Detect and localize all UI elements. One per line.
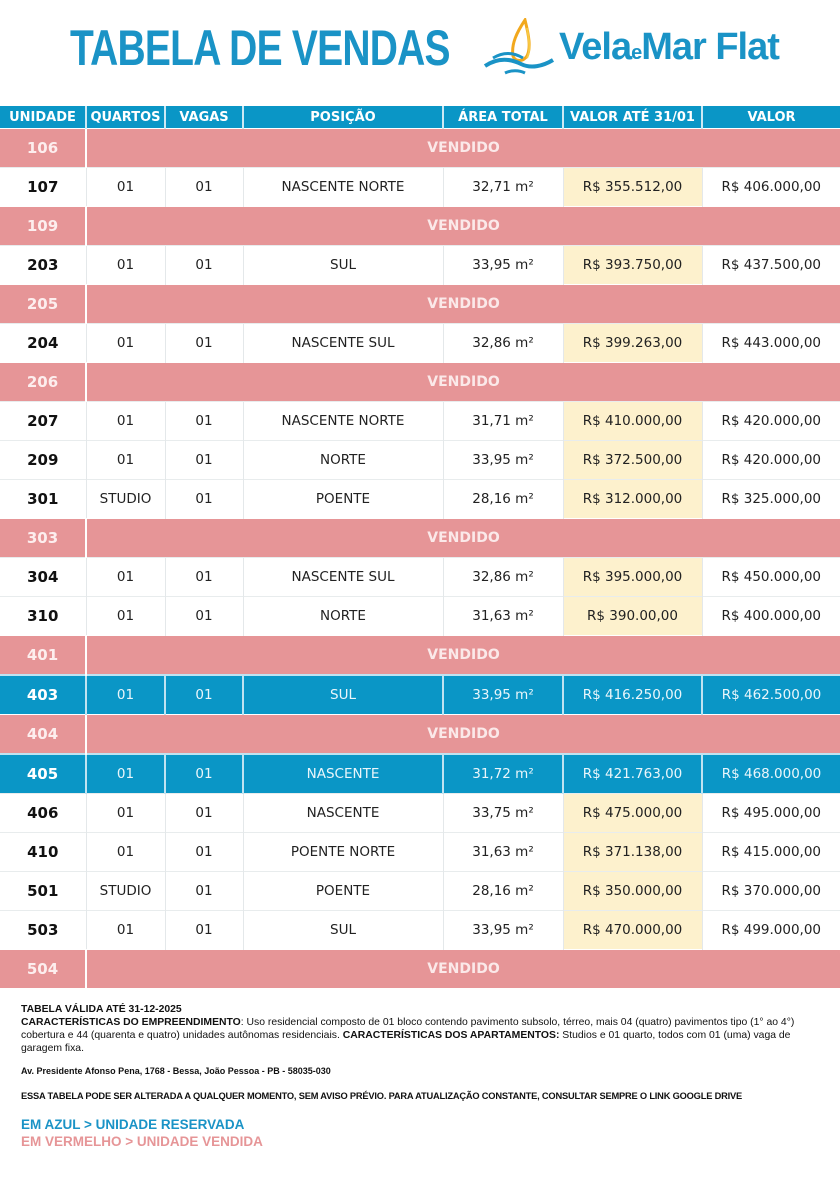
table-row-406 xyxy=(0,794,840,833)
cell-area: 32,71 m² xyxy=(443,168,563,207)
cell-quartos: 01 xyxy=(86,324,165,363)
table-row-204 xyxy=(0,324,840,363)
cell-unidade: 205 xyxy=(0,285,86,324)
cell-posicao: SUL xyxy=(243,911,443,950)
cell-area: 33,95 m² xyxy=(443,675,563,715)
cell-quartos: STUDIO xyxy=(86,872,165,911)
cell-posicao: SUL xyxy=(243,246,443,285)
table-row-504 xyxy=(0,950,840,989)
cell-unidade: 406 xyxy=(0,794,86,833)
col-header-vagas: VAGAS xyxy=(165,106,243,129)
cell-vagas: 01 xyxy=(165,168,243,207)
cell-vagas: 01 xyxy=(165,558,243,597)
cell-unidade: 106 xyxy=(0,129,86,168)
cell-unidade: 207 xyxy=(0,402,86,441)
table-row-303 xyxy=(0,519,840,558)
table-row-209 xyxy=(0,441,840,480)
cell-area: 33,75 m² xyxy=(443,794,563,833)
logo-wordmark: VelaeMar Flat xyxy=(559,26,779,68)
cell-unidade: 301 xyxy=(0,480,86,519)
col-header-area: ÁREA TOTAL xyxy=(443,106,563,129)
cell-valor: R$ 462.500,00 xyxy=(702,675,840,715)
sold-badge: VENDIDO xyxy=(86,285,840,324)
cell-area: 32,86 m² xyxy=(443,558,563,597)
col-header-quartos: QUARTOS xyxy=(86,106,165,129)
cell-quartos: 01 xyxy=(86,675,165,715)
cell-vagas: 01 xyxy=(165,675,243,715)
cell-unidade: 504 xyxy=(0,950,86,989)
cell-valor-ate: R$ 350.000,00 xyxy=(563,872,702,911)
cell-vagas: 01 xyxy=(165,911,243,950)
cell-posicao: NASCENTE xyxy=(243,754,443,794)
cell-posicao: POENTE xyxy=(243,872,443,911)
cell-unidade: 304 xyxy=(0,558,86,597)
cell-valor: R$ 499.000,00 xyxy=(702,911,840,950)
sold-badge: VENDIDO xyxy=(86,950,840,989)
cell-unidade: 403 xyxy=(0,675,86,715)
table-row-403 xyxy=(0,675,840,715)
cell-quartos: 01 xyxy=(86,911,165,950)
cell-quartos: 01 xyxy=(86,168,165,207)
notice-text: ESSA TABELA PODE SER ALTERADA A QUALQUER MOMENTO, SEM AVISO PRÉVIO. PARA ATUALIZAÇÃO CONSTANTE, CONSULTAR SEMPRE O LINK GOOGLE DRIVE xyxy=(21,1091,742,1101)
table-row-203 xyxy=(0,246,840,285)
cell-unidade: 310 xyxy=(0,597,86,636)
cell-area: 33,95 m² xyxy=(443,246,563,285)
table-body xyxy=(0,129,840,989)
col-header-valor: VALOR xyxy=(702,106,840,129)
cell-unidade: 204 xyxy=(0,324,86,363)
col-header-valor-ate: VALOR ATÉ 31/01 xyxy=(563,106,702,129)
cell-quartos: 01 xyxy=(86,794,165,833)
table-row-501 xyxy=(0,872,840,911)
cell-vagas: 01 xyxy=(165,441,243,480)
table-row-207 xyxy=(0,402,840,441)
cell-vagas: 01 xyxy=(165,402,243,441)
cell-area: 33,95 m² xyxy=(443,911,563,950)
cell-unidade: 107 xyxy=(0,168,86,207)
characteristics-text: CARACTERÍSTICAS DO EMPREENDIMENTO: Uso residencial composto de 01 bloco contendo pavimento subsolo, térreo, mais 04 (quatro) pavimentos tipo (1° ao 4°) cobertura e 44 (quarenta e quatro) unidades autônomas residenciais. CARACTERÍSTICAS DOS APARTAMENTOS: Studios e 01 quarto, todos com 01 (uma) vaga de garagem fixa. xyxy=(21,1017,795,1054)
table-row-107 xyxy=(0,168,840,207)
cell-quartos: 01 xyxy=(86,558,165,597)
cell-valor: R$ 406.000,00 xyxy=(702,168,840,207)
cell-posicao: NORTE xyxy=(243,441,443,480)
cell-valor-ate: R$ 355.512,00 xyxy=(563,168,702,207)
cell-valor: R$ 325.000,00 xyxy=(702,480,840,519)
cell-area: 28,16 m² xyxy=(443,872,563,911)
cell-area: 31,63 m² xyxy=(443,597,563,636)
cell-posicao: NASCENTE xyxy=(243,794,443,833)
cell-valor-ate: R$ 421.763,00 xyxy=(563,754,702,794)
cell-area: 31,63 m² xyxy=(443,833,563,872)
cell-posicao: SUL xyxy=(243,675,443,715)
validity-text: TABELA VÁLIDA ATÉ 31-12-2025 xyxy=(21,1004,182,1015)
table-row-106 xyxy=(0,129,840,168)
cell-valor-ate: R$ 470.000,00 xyxy=(563,911,702,950)
cell-posicao: NASCENTE NORTE xyxy=(243,168,443,207)
cell-vagas: 01 xyxy=(165,324,243,363)
cell-valor: R$ 443.000,00 xyxy=(702,324,840,363)
cell-valor-ate: R$ 410.000,00 xyxy=(563,402,702,441)
cell-vagas: 01 xyxy=(165,597,243,636)
cell-valor-ate: R$ 312.000,00 xyxy=(563,480,702,519)
cell-area: 32,86 m² xyxy=(443,324,563,363)
cell-valor-ate: R$ 399.263,00 xyxy=(563,324,702,363)
table-row-503 xyxy=(0,911,840,950)
cell-quartos: 01 xyxy=(86,754,165,794)
cell-valor: R$ 420.000,00 xyxy=(702,402,840,441)
cell-posicao: NORTE xyxy=(243,597,443,636)
cell-valor-ate: R$ 372.500,00 xyxy=(563,441,702,480)
cell-posicao: POENTE xyxy=(243,480,443,519)
cell-quartos: 01 xyxy=(86,597,165,636)
cell-posicao: NASCENTE SUL xyxy=(243,558,443,597)
table-row-109 xyxy=(0,207,840,246)
cell-unidade: 303 xyxy=(0,519,86,558)
table-row-310 xyxy=(0,597,840,636)
cell-vagas: 01 xyxy=(165,246,243,285)
table-row-401 xyxy=(0,636,840,676)
cell-unidade: 109 xyxy=(0,207,86,246)
cell-valor: R$ 495.000,00 xyxy=(702,794,840,833)
sold-badge: VENDIDO xyxy=(86,207,840,246)
address-text: Av. Presidente Afonso Pena, 1768 - Bessa, João Pessoa - PB - 58035-030 xyxy=(21,1066,331,1076)
cell-vagas: 01 xyxy=(165,872,243,911)
cell-vagas: 01 xyxy=(165,754,243,794)
cell-unidade: 401 xyxy=(0,636,86,676)
cell-posicao: POENTE NORTE xyxy=(243,833,443,872)
cell-unidade: 206 xyxy=(0,363,86,402)
sales-table xyxy=(0,106,840,988)
table-row-206 xyxy=(0,363,840,402)
table-row-304 xyxy=(0,558,840,597)
cell-vagas: 01 xyxy=(165,480,243,519)
cell-area: 31,71 m² xyxy=(443,402,563,441)
cell-unidade: 209 xyxy=(0,441,86,480)
cell-valor-ate: R$ 416.250,00 xyxy=(563,675,702,715)
legend-reserved: EM AZUL > UNIDADE RESERVADA xyxy=(21,1117,245,1132)
cell-valor: R$ 420.000,00 xyxy=(702,441,840,480)
cell-unidade: 203 xyxy=(0,246,86,285)
table-header-row xyxy=(0,106,840,129)
cell-vagas: 01 xyxy=(165,833,243,872)
legend-sold: EM VERMELHO > UNIDADE VENDIDA xyxy=(21,1134,263,1149)
table-row-410 xyxy=(0,833,840,872)
cell-valor: R$ 370.000,00 xyxy=(702,872,840,911)
cell-posicao: NASCENTE SUL xyxy=(243,324,443,363)
cell-area: 28,16 m² xyxy=(443,480,563,519)
sold-badge: VENDIDO xyxy=(86,519,840,558)
sold-badge: VENDIDO xyxy=(86,129,840,168)
cell-valor: R$ 437.500,00 xyxy=(702,246,840,285)
table-row-404 xyxy=(0,715,840,755)
cell-unidade: 503 xyxy=(0,911,86,950)
cell-valor-ate: R$ 390.00,00 xyxy=(563,597,702,636)
cell-quartos: STUDIO xyxy=(86,480,165,519)
cell-unidade: 405 xyxy=(0,754,86,794)
col-header-posicao: POSIÇÃO xyxy=(243,106,443,129)
cell-valor-ate: R$ 393.750,00 xyxy=(563,246,702,285)
cell-valor: R$ 400.000,00 xyxy=(702,597,840,636)
table-row-405 xyxy=(0,754,840,794)
footer-notes xyxy=(21,1003,821,1150)
cell-area: 31,72 m² xyxy=(443,754,563,794)
cell-valor: R$ 450.000,00 xyxy=(702,558,840,597)
sail-wave-icon xyxy=(483,18,563,78)
cell-quartos: 01 xyxy=(86,441,165,480)
col-header-unidade: UNIDADE xyxy=(0,106,86,129)
cell-valor-ate: R$ 475.000,00 xyxy=(563,794,702,833)
cell-quartos: 01 xyxy=(86,402,165,441)
cell-valor: R$ 468.000,00 xyxy=(702,754,840,794)
cell-unidade: 404 xyxy=(0,715,86,755)
cell-quartos: 01 xyxy=(86,246,165,285)
cell-area: 33,95 m² xyxy=(443,441,563,480)
cell-valor-ate: R$ 371.138,00 xyxy=(563,833,702,872)
page-title: TABELA DE VENDAS xyxy=(70,20,450,76)
cell-quartos: 01 xyxy=(86,833,165,872)
sold-badge: VENDIDO xyxy=(86,363,840,402)
cell-valor: R$ 415.000,00 xyxy=(702,833,840,872)
sold-badge: VENDIDO xyxy=(86,636,840,676)
brand-logo xyxy=(483,18,813,78)
cell-valor-ate: R$ 395.000,00 xyxy=(563,558,702,597)
table-row-301 xyxy=(0,480,840,519)
cell-vagas: 01 xyxy=(165,794,243,833)
cell-unidade: 410 xyxy=(0,833,86,872)
cell-unidade: 501 xyxy=(0,872,86,911)
table-row-205 xyxy=(0,285,840,324)
cell-posicao: NASCENTE NORTE xyxy=(243,402,443,441)
sold-badge: VENDIDO xyxy=(86,715,840,755)
